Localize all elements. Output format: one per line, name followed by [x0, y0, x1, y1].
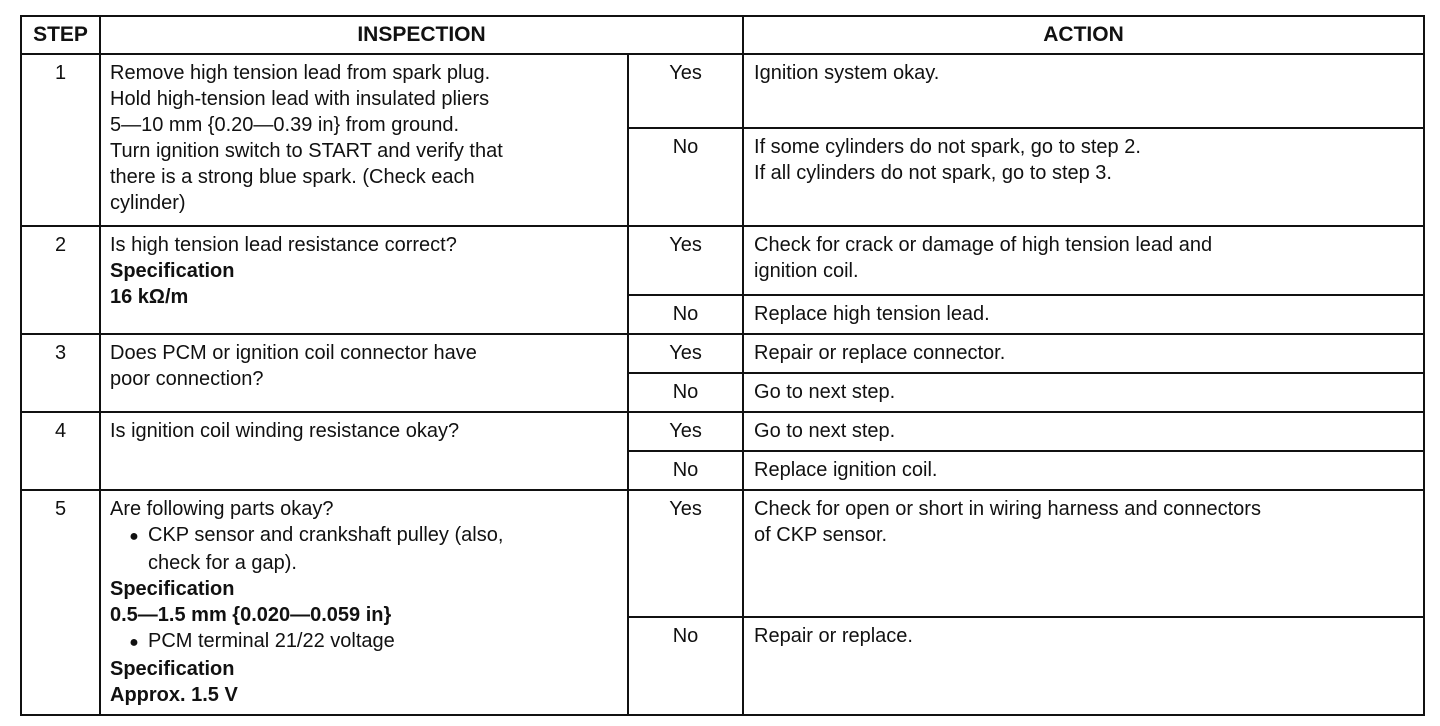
action-line: ignition coil.: [754, 260, 859, 282]
inspection-line: Is ignition coil winding resistance okay?: [110, 420, 460, 442]
step-number: 2: [21, 226, 100, 334]
inspection-line: Is high tension lead resistance correct?: [110, 234, 457, 256]
step-row-2-yes: [21, 226, 1424, 295]
inspection-cell: [100, 412, 628, 490]
yes-label: Yes: [628, 490, 743, 617]
header-action: ACTION: [743, 16, 1424, 54]
action-line: Repair or replace.: [754, 625, 913, 647]
header-row: [21, 16, 1424, 54]
action-line: Repair or replace connector.: [754, 342, 1006, 364]
no-label: No: [628, 128, 743, 226]
inspection-line: Are following parts okay?: [110, 498, 334, 520]
bullet-item: [110, 628, 619, 656]
header-inspection: INSPECTION: [100, 16, 743, 54]
bullet-icon: ●: [129, 634, 139, 651]
bullet-item: [110, 522, 619, 550]
bullet-text: CKP sensor and crankshaft pulley (also,: [148, 524, 504, 546]
step-row-1-yes: [21, 54, 1424, 128]
specification-value: 16 kΩ/m: [110, 286, 189, 308]
no-label: No: [628, 617, 743, 715]
inspection-line: Hold high-tension lead with insulated pliers: [110, 88, 490, 110]
step-row-3-yes: [21, 334, 1424, 373]
action-line: Ignition system okay.: [754, 62, 940, 84]
action-line: Check for open or short in wiring harness and connectors: [754, 498, 1261, 520]
bullet-icon: ●: [129, 528, 139, 545]
header-step: STEP: [21, 16, 100, 54]
yes-label: Yes: [628, 226, 743, 295]
specification-label: Specification: [110, 578, 235, 600]
action-line: of CKP sensor.: [754, 524, 888, 546]
action-cell: [743, 451, 1424, 490]
action-line: Go to next step.: [754, 381, 896, 403]
action-cell: [743, 617, 1424, 715]
action-line: Go to next step.: [754, 420, 896, 442]
action-line: Replace ignition coil.: [754, 459, 938, 481]
inspection-line: poor connection?: [110, 368, 264, 390]
specification-value: 0.5—1.5 mm {0.020—0.059 in}: [110, 604, 392, 626]
action-cell: [743, 334, 1424, 373]
step-row-5-yes: [21, 490, 1424, 617]
diagnosis-table: [20, 15, 1425, 716]
no-label: No: [628, 295, 743, 334]
action-cell: [743, 54, 1424, 128]
inspection-cell: [100, 54, 628, 226]
bullet-continuation: [110, 550, 619, 576]
inspection-cell: [100, 490, 628, 715]
no-label: No: [628, 373, 743, 412]
inspection-line: there is a strong blue spark. (Check each: [110, 166, 475, 188]
action-line: Replace high tension lead.: [754, 303, 990, 325]
step-number: 1: [21, 54, 100, 226]
bullet-text: PCM terminal 21/22 voltage: [148, 630, 395, 652]
inspection-line: Remove high tension lead from spark plug.: [110, 62, 491, 84]
action-line: If all cylinders do not spark, go to step 3.: [754, 162, 1112, 184]
action-cell: [743, 490, 1424, 617]
inspection-line: Turn ignition switch to START and verify that: [110, 140, 503, 162]
step-number: 5: [21, 490, 100, 715]
yes-label: Yes: [628, 412, 743, 451]
specification-label: Specification: [110, 260, 235, 282]
action-cell: [743, 226, 1424, 295]
step-number: 4: [21, 412, 100, 490]
yes-label: Yes: [628, 334, 743, 373]
action-line: If some cylinders do not spark, go to step 2.: [754, 136, 1141, 158]
action-cell: [743, 412, 1424, 451]
inspection-line: cylinder): [110, 192, 186, 214]
bullet-text: check for a gap).: [148, 552, 297, 574]
action-cell: [743, 295, 1424, 334]
yes-label: Yes: [628, 54, 743, 128]
action-line: Check for crack or damage of high tension lead and: [754, 234, 1213, 256]
step-row-4-yes: [21, 412, 1424, 451]
action-cell: [743, 373, 1424, 412]
inspection-cell: [100, 334, 628, 412]
inspection-line: 5—10 mm {0.20—0.39 in} from ground.: [110, 114, 460, 136]
inspection-cell: [100, 226, 628, 334]
inspection-line: Does PCM or ignition coil connector have: [110, 342, 477, 364]
step-number: 3: [21, 334, 100, 412]
specification-value: Approx. 1.5 V: [110, 684, 238, 706]
no-label: No: [628, 451, 743, 490]
action-cell: [743, 128, 1424, 226]
specification-label: Specification: [110, 658, 235, 680]
